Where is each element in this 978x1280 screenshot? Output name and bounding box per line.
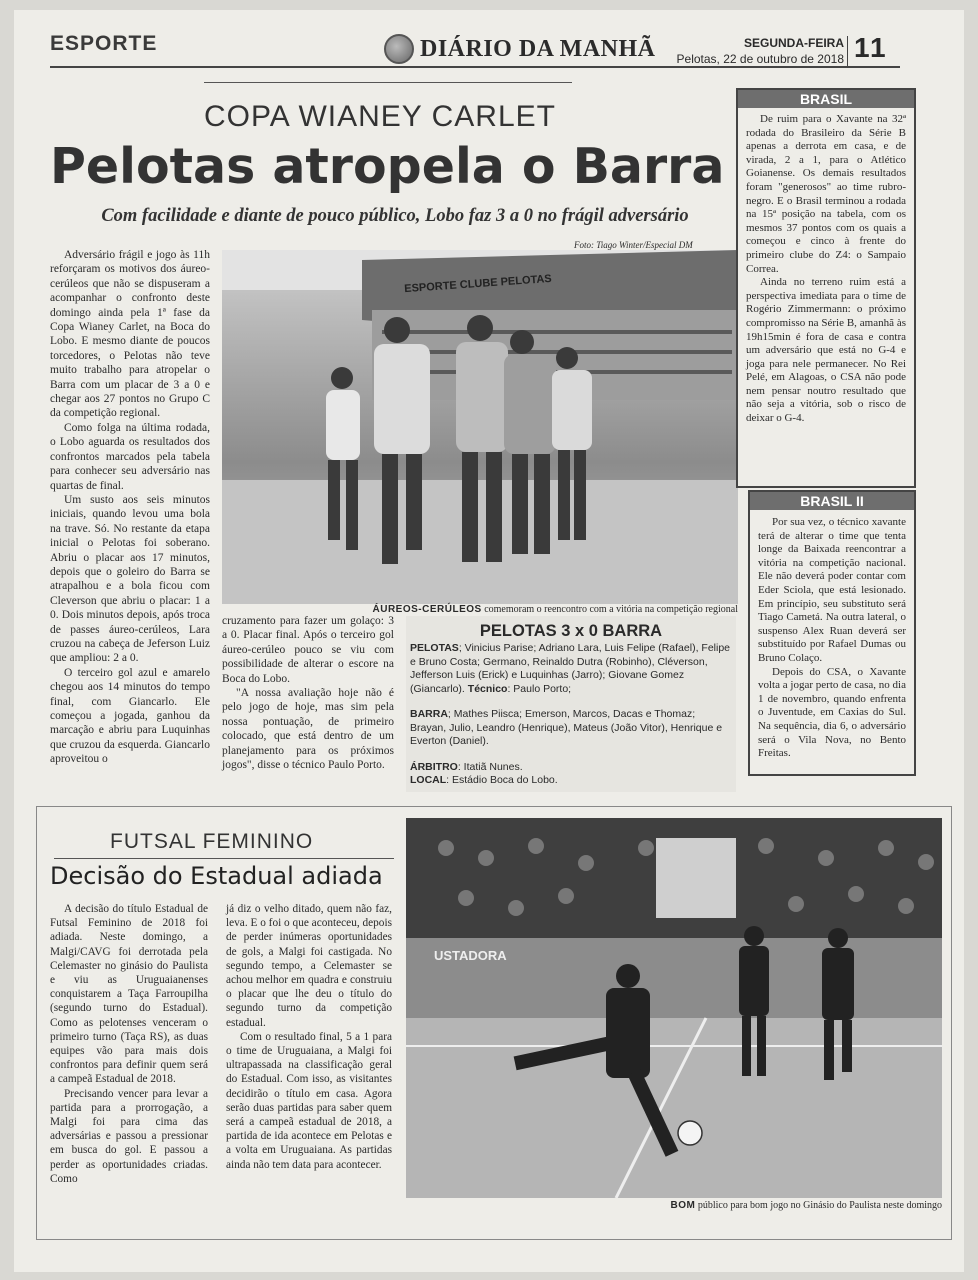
story-headline: Pelotas atropela o Barra [50,138,725,195]
sidebar-title: BRASIL II [750,492,914,510]
paragraph: cruzamento para fazer um golaço: 3 a 0. Placar final. Após o terceiro gol áureo-cerúleo pouco se viu com possibilidade de alterar o escore na Boca do Lobo. [222,615,394,685]
venue-line [410,774,732,788]
match-photo [222,250,738,604]
paragraph: Por sua vez, o técnico xavante terá de alterar o time que tenta longe da Baixada reencontrar a vitória na competição nacional. Ele não deverá poder contar com Eder Sciola, que está lesionado. Em princípio, seu substituto será Tiago Cametá. Na outra lateral, o suspenso Alex Ruan deverá ser substituído por Rafael Dumas ou Bruno Colaço. [758,516,906,664]
futsal-column-1 [50,902,208,1186]
header-divider [847,36,848,66]
sidebar-text [750,510,914,761]
edition-date: Pelotas, 22 de outubro de 2018 [676,52,844,66]
newspaper-logo: DIÁRIO DA MANHÃ [420,35,656,62]
futsal-kicker: FUTSAL FEMININO [110,830,314,853]
paragraph: Com o resultado final, 5 a 1 para o time de Uruguaiana, a Malgi foi ultrapassada na classificação geral do Estadual. Com isso, as visitantes decidirão o título em casa. Agora serão duas partidas para saber quem será a campeã estadual de 2018, a partida de ida acontece em Pelotas e a volta em Uruguaiana. As partidas ainda não tem data para acontecer. [226,1030,392,1171]
celebration-image [222,250,738,604]
futsal-match-image [406,818,942,1198]
venue-label: LOCAL [410,774,447,786]
barra-lineup [410,708,732,749]
newspaper-page [14,10,964,1272]
caption-lead: BOM [670,1200,696,1211]
sidebar-text [738,108,914,426]
globe-icon [384,34,414,64]
caption-text: público para bom jogo no Ginásio do Paulista neste domingo [697,1200,942,1211]
referee-label: ÁRBITRO [410,760,458,773]
page-number: 11 [854,32,888,63]
photo-credit: Foto: Tiago Winter/Especial DM [574,240,693,250]
paragraph: Como folga na última rodada, o Lobo aguarda os resultados dos confrontos marcados pela tabela para conhecer seu adversário nas quartas de final. [50,421,210,492]
referee-text: : Itatiã Nunes. [457,760,523,773]
paragraph: já diz o velho ditado, quem não faz, leva. E o foi o que aconteceu, depois de perder inúmeras oportunidades de gols, a Malgi foi castigada. No segundo tempo, a Celemaster se achou melhor em quadra e construiu o placar que lhe deu o título do segundo turno da competição estadual. [226,903,392,1029]
section-label: ESPORTE [50,32,158,55]
scorebox-title: PELOTAS 3 x 0 BARRA [479,622,663,640]
paragraph: Precisando vencer para levar a partida para a prorrogação, a Malgi foi para cima das adversárias e passou a pressionar em busca do gol. E passou a perder as oportunidades criadas. Como [50,1087,208,1185]
futsal-headline: Decisão do Estadual adiada [50,862,383,890]
story-subhead: Com facilidade e diante de pouco público, Lobo faz 3 a 0 no frágil adversário [101,206,689,226]
story-column-1 [50,248,210,767]
futsal-photo-caption [406,1200,942,1211]
paragraph: Ainda no terreno ruim está a perspectiva imediata para o time de Rogério Zimmermann: o próximo compromisso na Série B, amanhã às 19h15min é fora de casa e contra um adversário que está no G-4 e joga para nele permanecer. No Rei Pelé, em Alagoas, o CSA não pode nem pensar noutro resultado que não seja a vitória, sob o risco de deixar o G-4. [746,276,906,425]
paragraph: Adversário frágil e jogo às 11h reforçaram os motivos dos áureo-cerúleos que não se dispuseram a acompanhar o confronto deste domingo ainda pela 1ª fase da Copa Wianey Carlet, na Boca do Lobo. E mesmo diante de poucos torcedores, o Pelotas não teve muito trabalho para atropelar o Barra com um placar de 3 a 0 e chegar aos 27 pontos no Grupo C da competição regional. [50,249,210,420]
pelotas-lineup [410,642,732,696]
arena-banner: USTADORA [434,948,507,963]
header-rule [50,66,900,68]
lineup-text: ; Mathes Piisca; Emerson, Marcos, Dacas e Thomaz; Brayan, Julio, Leandro (Henrique), Mateus (João Vitor), Henrique e Everton (Daniel). [410,708,723,747]
story-kicker: COPA WIANEY CARLET [204,100,556,133]
masthead [384,34,656,64]
sidebar-title: BRASIL [738,90,914,108]
team-label: BARRA [410,708,448,720]
paragraph: "A nossa avaliação hoje não é pelo jogo de hoje, mas sim pela nossa pontuação, de primeiro colocado, que está dentro de um planejamento para os próximos jogos", disse o técnico Paulo Porto. [222,687,394,772]
paragraph: Depois do CSA, o Xavante volta a jogar perto de casa, no dia 1 de novembro, quando enfrenta o Juventude, em Caxias do Sul. Na sequência, dia 6, o adversário será o Vila Nova, no Bento Freitas. [758,665,906,760]
team-label: PELOTAS [410,642,459,654]
kicker-rule [204,82,572,83]
caption-lead: ÁUREOS-CERÚLEOS [372,604,482,615]
futsal-photo [406,818,942,1198]
kicker-rule [54,858,394,859]
referee-line [410,761,732,775]
stadium-banner: ESPORTE CLUBE PELOTAS [403,272,553,296]
weekday: SEGUNDA-FEIRA [743,36,844,50]
venue-text: : Estádio Boca do Lobo. [446,774,558,786]
paragraph: Um susto aos seis minutos iniciais, quando levou uma bola na trave. Só. No restante da etapa inicial o Pelotas foi soberano. Abriu o placar aos 17 minutos, depois que o goleiro do Barra se atrapalhou e a bola ficou com Cleverson que abriu o placar: 1 a 0. Dois minutos depois, após troca de passes áureo-cerúleos, Lara cruzou na cabeça de Jeferson Luiz que ampliou: 2 a 0. [50,493,210,665]
scorebox-lineups [410,642,732,788]
sidebar-brasil [736,88,916,488]
paragraph: A decisão do título Estadual de Futsal Feminino de 2018 foi adiada. Neste domingo, a Malgi/CAVG foi derrotada pela Celemaster no ginásio do Paulista e viu as Uruguaianenses conquistarem a Taça Farroupilha (segundo turno do Estadual). Como as pelotenses venceram o primeiro turno (Taça RS), as duas equipes vão para mais dois confrontos para definir quem será a campeã Estadual de 2018. [50,903,208,1086]
story-column-2 [222,614,394,772]
paragraph: De ruim para o Xavante na 32ª rodada do Brasileiro da Série B apenas a derrota em casa, e de virada, 2 a 1, para o Atlético Goianense. Os demais resultados foram "generosos" ao time rubro-negro. E o Brasil terminou a rodada na 15ª posição na tabela, com os mesmos 37 pontos com os quais a começou e cinco à frente do primeiro clube do Z4: o Sampaio Correa. [746,113,906,275]
caption-text: comemoram o reencontro com a vitória na competição regional [484,604,738,615]
sidebar-brasil-2 [748,490,916,776]
lineup-text: ; Vinicius Parise; Adriano Lara, Luis Felipe (Rafael), Felipe e Bruno Costa; Germano, Reinaldo Dutra (Robinho), Cléverson, Jefferson Luis (Erick) e Luquinhas (Jarro); Giovane Gomez (Giancarlo). [410,642,731,695]
futsal-column-2 [226,902,392,1172]
paragraph: O terceiro gol azul e amarelo chegou aos 14 minutos do tempo final, com Giancarlo. Ele começou a jogada, ganhou da marcação e abriu para Luquinhas que cruzou da esquerda. Giancarlo aproveitou o [50,666,210,766]
coach-label: Técnico [467,682,508,695]
coach-text: : Paulo Porto; [507,682,572,695]
